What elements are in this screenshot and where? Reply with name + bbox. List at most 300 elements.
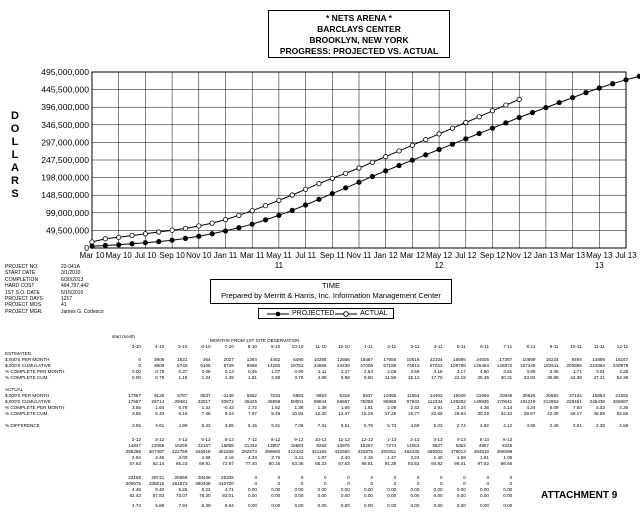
table-cell: 2.27: [340, 369, 350, 374]
table-cell: 7.48: [201, 411, 211, 416]
projected-point: [237, 226, 241, 230]
table-cell: 22168: [128, 475, 141, 480]
table-cell: 3.55: [132, 411, 141, 416]
projected-point: [157, 239, 161, 243]
projected-point: [584, 90, 588, 94]
project-info-key: HARD COST: [5, 283, 35, 290]
x-tick-label: Mar 10: [79, 251, 105, 260]
x-axis-title: TIME: [322, 281, 340, 290]
table-cell: 17.76: [431, 375, 443, 380]
table-cell: 17587: [128, 399, 141, 404]
table-cell: 57.63: [129, 461, 141, 466]
table-cell: 5245: [501, 443, 513, 448]
table-cell: 4.74: [132, 503, 141, 508]
table-cell: 4.90: [480, 369, 489, 374]
projected-point: [464, 137, 468, 141]
table-cell: 1.32: [201, 405, 211, 410]
table-month-header: 1-11: [364, 344, 373, 349]
actual-point: [290, 193, 294, 197]
table-cell: 22.68: [431, 411, 443, 416]
projected-point: [610, 82, 614, 86]
table-cell: 6105: [200, 363, 211, 368]
table-cell: 0.00: [456, 487, 466, 492]
projected-point: [490, 126, 494, 130]
projected-point: [530, 110, 534, 114]
table-month-header: 8-11: [526, 344, 536, 349]
y-axis-title-letter: D: [11, 110, 19, 122]
projected-point: [250, 222, 254, 226]
projected-point: [277, 213, 281, 217]
table-cell: 10599: [522, 357, 536, 362]
projected-point: [303, 203, 307, 207]
actual-point: [277, 198, 281, 202]
table-cell: 96.41: [454, 461, 466, 466]
table-cell: 0.00: [317, 503, 327, 508]
table-cell: 0.00: [456, 503, 466, 508]
projected-point: [570, 95, 574, 99]
table-cell: 6.16: [178, 411, 188, 416]
table-cell: 2.91: [433, 405, 443, 410]
table-cell: 3.06: [549, 369, 559, 374]
projected-point: [290, 208, 294, 212]
table-cell: 13.47: [338, 411, 350, 416]
table-cell: 5.40: [155, 487, 165, 492]
table-row-label: % COMPLETE CUM.: [5, 411, 49, 416]
table-cell: 0.00: [503, 493, 513, 498]
table-cell: 14402: [429, 393, 443, 398]
table-row-label: % COMPLETE PER MONTH: [5, 369, 65, 374]
table-cell: 24658: [313, 363, 327, 368]
actual-point: [263, 203, 267, 207]
table-cell: 212953: [543, 399, 559, 404]
actual-point: [197, 224, 201, 228]
table-cell: 4452: [269, 357, 281, 362]
actual-point: [143, 232, 147, 236]
table-cell: 308675: [125, 481, 141, 486]
y-axis-title-letter: A: [11, 162, 19, 174]
table-cell: 0.00: [410, 493, 420, 498]
table-month-header: 3-11: [410, 344, 420, 349]
table-cell: 442875: [357, 449, 373, 454]
table-cell: 66667: [337, 399, 350, 404]
table-cell: 52.36: [616, 375, 629, 380]
table-cell: 3.16: [224, 455, 234, 460]
table-month-header: 9-11: [549, 344, 559, 349]
table-cell: 4.38: [480, 405, 489, 410]
table-cell: 14847: [128, 443, 141, 448]
table-cell: -2146: [222, 393, 234, 398]
projected-point: [263, 218, 267, 222]
table-section-label: ESTIMATED: [5, 351, 31, 356]
table-cell: 2.42: [410, 405, 420, 410]
table-cell: 0.79: [155, 369, 165, 374]
table-cell: 0: [300, 475, 304, 480]
table-cell: 6853: [316, 393, 327, 398]
x-tick-label: Jan 13: [533, 251, 558, 260]
y-tick-label: 99,000,000: [45, 207, 89, 218]
table-cell: 5.40: [155, 411, 165, 416]
table-cell: 24605: [476, 357, 489, 362]
table-cell: 6.43: [201, 423, 211, 428]
table-cell: 1.72: [248, 405, 257, 410]
table-cell: 1.81: [248, 375, 257, 380]
table-cell: 390408: [195, 481, 211, 486]
x-tick-label: Nov 11: [346, 251, 372, 260]
table-cell: 0.79: [155, 375, 165, 380]
table-cell: 0.00: [271, 487, 281, 492]
table-cell: 109798: [450, 363, 466, 368]
table-month-header: 8-12: [270, 437, 281, 442]
table-cell: 0.00: [503, 503, 513, 508]
prepared-by: Prepared by Merritt & Harris, Inc. Information Management Center: [221, 291, 441, 300]
table-cell: 5.25: [178, 487, 188, 492]
table-cell: 1831: [177, 357, 188, 362]
table-month-header: 6-13: [502, 437, 513, 442]
table-cell: 3.43: [596, 405, 605, 410]
table-month-header: 10-11: [570, 344, 582, 349]
actual-point: [157, 230, 161, 234]
projected-point: [183, 236, 187, 240]
table-cell: 1.84: [155, 405, 165, 410]
table-cell: 1.81: [364, 405, 373, 410]
table-cell: 9252: [316, 443, 327, 448]
table-cell: 14053: [406, 443, 420, 448]
actual-point: [130, 233, 134, 237]
table-cell: 0: [277, 481, 281, 486]
table-cell: 335615: [148, 481, 165, 486]
table-cell: 42.38: [570, 375, 582, 380]
table-cell: 9.49: [271, 411, 281, 416]
table-cell: 2027: [223, 357, 234, 362]
table-cell: 65.23: [175, 461, 188, 466]
projected-point: [450, 142, 454, 146]
table-cell: 170041: [496, 399, 513, 404]
table-cell: 1.24: [201, 375, 211, 380]
table-cell: 4.14: [503, 405, 513, 410]
table-section-label: % DIFFERENCE: [5, 423, 40, 428]
table-month-header: 1-13: [386, 437, 397, 442]
actual-point: [210, 221, 214, 225]
table-cell: 191219: [520, 399, 536, 404]
table-cell: 462235: [404, 449, 420, 454]
x-tick-label: May 10: [105, 251, 132, 260]
actual-point: [357, 166, 361, 170]
table-cell: 3.24: [456, 405, 466, 410]
table-month-header: 2-13: [410, 437, 420, 442]
table-cell: 7634: [269, 393, 281, 398]
y-axis-title-letter: O: [10, 123, 20, 135]
projected-point: [117, 243, 121, 247]
table-month-header: 5-11: [456, 344, 466, 349]
project-info-key: PROJECT MGR.: [5, 308, 43, 315]
table-month-header: 5-10: [178, 344, 188, 349]
table-cell: 53.86: [616, 411, 629, 416]
table-cell: 25.35: [477, 375, 489, 380]
table-cell: 5.69: [155, 503, 165, 508]
table-cell: 222894: [589, 363, 605, 368]
table-cell: 7.97: [248, 411, 257, 416]
table-cell: 22068: [151, 443, 165, 448]
table-cell: 9126: [153, 393, 165, 398]
projected-point: [170, 238, 174, 242]
table-cell: 9958: [246, 363, 257, 368]
table-cell: 75059: [360, 399, 373, 404]
table-cell: 16259: [174, 443, 188, 448]
table-cell: 2.76: [271, 455, 281, 460]
table-cell: 3.89: [526, 369, 536, 374]
table-cell: 17656: [383, 357, 397, 362]
table-month-header: 2-12: [131, 437, 141, 442]
table-cell: 240978: [612, 363, 629, 368]
table-cell: 0: [509, 475, 513, 480]
table-cell: 16167: [615, 357, 629, 362]
table-month-header: 5-12: [201, 437, 211, 442]
table-cell: 1.61: [480, 455, 489, 460]
table-cell: 6.15: [248, 423, 257, 428]
table-cell: 0: [393, 481, 397, 486]
table-cell: 0.00: [294, 493, 304, 498]
table-cell: 7.31: [317, 423, 327, 428]
actual-point: [343, 171, 347, 175]
actual-point: [183, 226, 187, 230]
table-cell: 72.97: [222, 461, 234, 466]
table-cell: 0: [509, 481, 513, 486]
table-row-label: % COMPLETE PER MONTH: [5, 405, 65, 410]
table-cell: 0.00: [503, 487, 513, 492]
table-cell: 0.00: [480, 487, 489, 492]
table-cell: 20682: [545, 393, 559, 398]
x-tick-label: May 13: [586, 251, 613, 260]
series-line-projected: [92, 72, 640, 246]
table-cell: 22104: [429, 357, 443, 362]
table-month-header: 3-13: [433, 437, 443, 442]
table-cell: 0.00: [480, 493, 489, 498]
y-tick-label: 148,500,000: [41, 190, 89, 201]
table-cell: 2.88: [271, 375, 281, 380]
table-cell: 94.92: [431, 461, 443, 466]
table-month-header: 11-12: [338, 437, 350, 442]
table-cell: 0.00: [387, 503, 397, 508]
table-month-header: 7-11: [503, 344, 513, 349]
table-cell: 3.17: [456, 369, 466, 374]
table-cell: 14896: [592, 357, 605, 362]
table-cell: 1.62: [271, 405, 281, 410]
projected-point: [477, 131, 481, 135]
table-cell: 361848: [218, 449, 234, 454]
table-cell: 479013: [450, 449, 466, 454]
table-row-label: $,000'S CUMULATIVE: [5, 363, 51, 368]
table-cell: 0.00: [271, 503, 281, 508]
table-cell: 20935: [499, 393, 513, 398]
table-cell: 13807: [267, 443, 281, 448]
table-cell: 3908: [153, 357, 165, 362]
actual-point: [384, 154, 388, 158]
table-cell: 0.00: [294, 487, 304, 492]
table-cell: 89.51: [361, 461, 373, 466]
table-cell: 0.00: [340, 493, 350, 498]
table-cell: 83.01: [222, 493, 234, 498]
table-cell: 0.00: [410, 487, 420, 492]
table-cell: 34438: [337, 363, 350, 368]
table-cell: 1.87: [317, 455, 327, 460]
table-cell: 0.00: [317, 493, 327, 498]
table-month-header: 3-10: [131, 344, 141, 349]
table-cell: 33.82: [523, 375, 536, 380]
table-cell: 4.56: [201, 455, 211, 460]
table-cell: 1.38: [294, 405, 304, 410]
table-cell: 322759: [172, 449, 188, 454]
table-cell: 1.59: [456, 455, 466, 460]
actual-point: [410, 143, 414, 147]
project-info-value: 5/15/2010: [61, 289, 84, 296]
actual-point: [370, 160, 374, 164]
table-cell: 489298: [496, 449, 513, 454]
table-cell: 5318: [339, 393, 350, 398]
table-cell: 0: [254, 475, 257, 480]
table-cell: 3.56: [410, 369, 420, 374]
project-info-value: 3/1/2010: [61, 270, 81, 277]
projected-point: [343, 186, 347, 190]
table-cell: 15884: [592, 393, 605, 398]
legend-actual-label: ACTUAL: [360, 310, 388, 317]
table-cell: 5.03: [433, 423, 443, 428]
table-cell: 3.55: [132, 405, 141, 410]
table-cell: 0: [300, 481, 304, 486]
table-cell: 25.93: [454, 411, 466, 416]
table-cell: 59844: [313, 399, 327, 404]
project-info-value: James G. Codesco: [61, 308, 104, 315]
table-cell: 146872: [496, 363, 513, 368]
table-cell: 361673: [172, 481, 188, 486]
table-cell: 85866: [383, 399, 397, 404]
actual-point: [330, 176, 334, 180]
x-tick-label: Mar 11: [240, 251, 265, 260]
table-month-header: 10-12: [314, 437, 327, 442]
table-cell: 0: [463, 481, 466, 486]
actual-point: [317, 181, 321, 185]
projected-point: [210, 232, 214, 236]
table-month-header: 6-10: [201, 344, 211, 349]
chart-title-line-1: * NETS ARENA *: [326, 13, 392, 23]
table-cell: 364: [202, 357, 211, 362]
table-cell: 6.51: [340, 423, 350, 428]
table-cell: 16046: [453, 393, 466, 398]
y-tick-label: 0: [84, 243, 89, 253]
table-cell: 8537: [362, 393, 373, 398]
table-cell: 10516: [406, 357, 420, 362]
projected-point: [330, 191, 334, 195]
table-cell: 5740: [177, 363, 188, 368]
table-cell: 0: [347, 475, 350, 480]
actual-point: [477, 115, 481, 119]
table-cell: 0.00: [317, 487, 327, 492]
table-cell: 149935: [473, 399, 489, 404]
table-cell: 9.50: [364, 375, 373, 380]
y-tick-label: 396,000,000: [41, 102, 89, 113]
table-cell: 432560: [334, 449, 350, 454]
table-month-header: 12-11: [616, 344, 629, 349]
x-tick-label: Nov 10: [186, 251, 212, 260]
table-cell: 8.39: [201, 503, 211, 508]
y-axis-title-letter: S: [11, 188, 19, 200]
table-cell: 0: [254, 481, 257, 486]
table-cell: 0: [347, 481, 350, 486]
table-cell: 87.63: [338, 461, 350, 466]
table-cell: 15.26: [361, 411, 373, 416]
table-cell: 0: [324, 481, 327, 486]
actual-point: [517, 97, 521, 101]
table-cell: 0.00: [410, 503, 420, 508]
table-cell: 0.37: [178, 369, 188, 374]
x-tick-label: May 12: [425, 251, 453, 260]
table-month-header: 7-12: [247, 437, 257, 442]
table-month-header: 9-10: [270, 344, 281, 349]
table-cell: 2.94: [132, 455, 141, 460]
table-cell: 73.07: [175, 493, 188, 498]
table-month-header: 12-10: [338, 344, 350, 349]
projected-point: [317, 197, 321, 201]
table-cell: 0: [440, 481, 443, 486]
actual-point: [117, 235, 121, 239]
table-cell: 69.91: [199, 461, 211, 466]
table-cell: 16224: [545, 357, 559, 362]
table-cell: 6.24: [224, 411, 234, 416]
table-cell: 78.30: [199, 493, 211, 498]
table-cell: 2.49: [549, 423, 559, 428]
table-month-header: 6-11: [480, 344, 489, 349]
table-cell: 0.00: [248, 503, 257, 508]
table-cell: 0.00: [364, 487, 373, 492]
table-cell: 26714: [151, 399, 165, 404]
table-cell: 10285: [313, 357, 327, 362]
table-cell: 11.56: [385, 375, 397, 380]
table-cell: 45959: [267, 399, 281, 404]
table-cell: 7.06: [294, 423, 304, 428]
table-cell: 4.36: [619, 405, 629, 410]
table-cell: 3.51: [503, 369, 513, 374]
table-cell: 11564: [406, 393, 420, 398]
table-cell: 0: [486, 475, 489, 480]
actual-point: [397, 149, 401, 153]
project-info-table: [5, 264, 125, 315]
table-header: MONTHS FROM 1ST SITE OBSERVATION: [210, 338, 300, 343]
table-cell: 83.36: [291, 461, 304, 466]
table-cell: 15858: [221, 443, 234, 448]
actual-point: [424, 137, 428, 141]
actual-point: [437, 132, 441, 136]
actual-point: [90, 240, 94, 244]
table-cell: 19753: [290, 363, 304, 368]
table-month-header: 3-12: [154, 437, 165, 442]
table-cell: 8739: [223, 363, 234, 368]
table-cell: 17.28: [384, 411, 397, 416]
table-cell: 2.36: [596, 423, 605, 428]
table-cell: 50001: [290, 399, 304, 404]
projected-point: [597, 86, 601, 90]
projected-point: [370, 174, 374, 178]
table-month-header: 8-10: [247, 344, 257, 349]
projected-point: [197, 234, 201, 238]
table-cell: 0.00: [248, 487, 257, 492]
chart-legend: [258, 308, 394, 319]
table-cell: 4957: [478, 443, 489, 448]
table-cell: 1.47: [387, 455, 397, 460]
table-cell: 12.20: [315, 411, 327, 416]
table-cell: 0.00: [294, 503, 304, 508]
table-cell: 200898: [566, 363, 582, 368]
table-cell: 29481: [174, 399, 188, 404]
table-cell: 91.28: [384, 461, 397, 466]
